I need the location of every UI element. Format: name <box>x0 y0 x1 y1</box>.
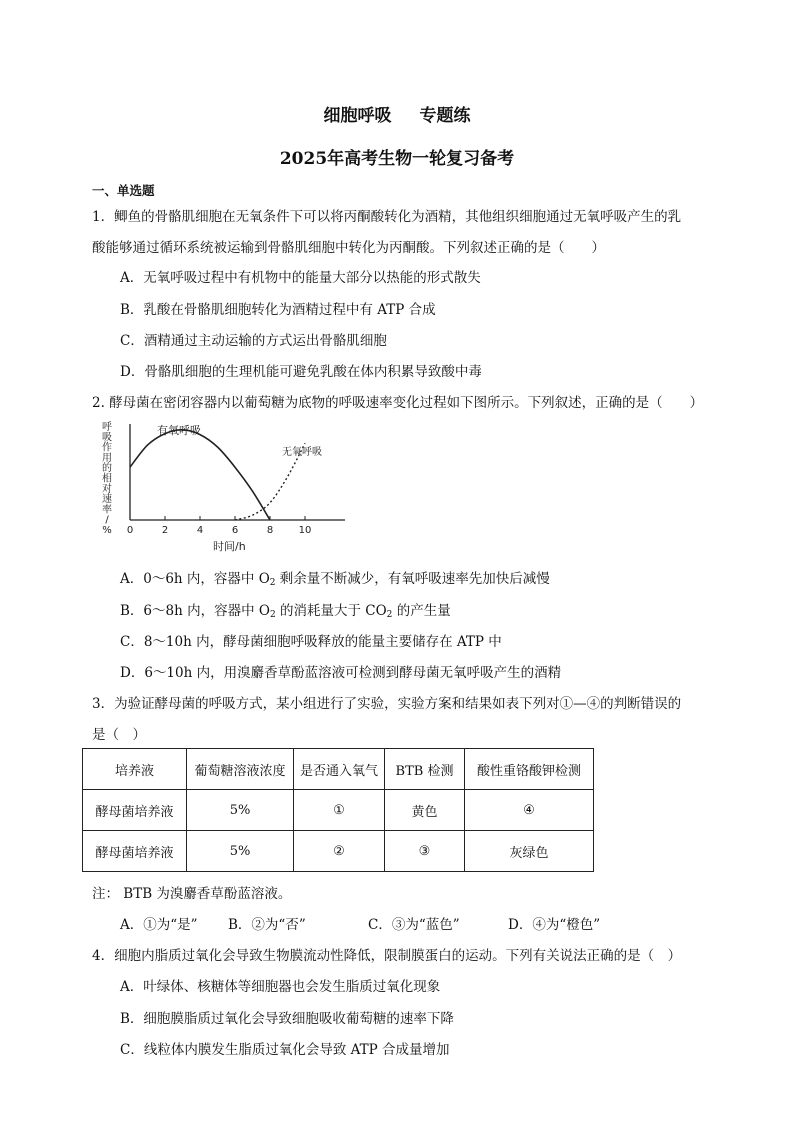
table-cell: ① <box>294 790 385 831</box>
table-cell: 5% <box>187 790 294 831</box>
y-axis-label <box>102 421 112 536</box>
y-axis-label-char: 吸 <box>102 432 112 444</box>
table-row <box>83 790 594 831</box>
x-tick-label: 0 <box>126 525 134 536</box>
table-header-row <box>83 749 594 790</box>
series-label-aerobic: 有氧呼吸 <box>157 424 201 437</box>
section-heading: 一、单选题 <box>92 183 155 198</box>
q3-stem-line2: 是（ ） <box>92 727 146 743</box>
q4-stem: 4．细胞内脂质过氧化会导致生物膜流动性降低，限制膜蛋白的运动。下列有关说法正确的是（ ） <box>92 948 682 964</box>
q2-option-c[interactable]: C．8～10h 内，酵母菌细胞呼吸释放的能量主要储存在 ATP 中 <box>120 634 502 650</box>
x-tick-label: 10 <box>298 525 312 536</box>
q4-option-c[interactable]: C．线粒体内膜发生脂质过氧化会导致 ATP 合成量增加 <box>120 1042 450 1058</box>
y-axis-label-char: % <box>102 525 112 536</box>
table-cell: 5% <box>187 831 294 872</box>
x-axis-label: 时间/h <box>213 540 246 553</box>
q4-option-b[interactable]: B．细胞膜脂质过氧化会导致细胞吸收葡萄糖的速率下降 <box>120 1011 454 1027</box>
y-axis-label-char: 对 <box>102 483 112 495</box>
q1-option-c[interactable]: C．酒精通过主动运输的方式运出骨骼肌细胞 <box>120 333 387 349</box>
y-axis-label-char: 作 <box>102 442 112 454</box>
q2-option-a[interactable]: A．0～6h 内，容器中 $O_2$ 剩余量不断减少，有氧呼吸速率先加快后减慢 <box>120 571 550 588</box>
q3-option-c[interactable]: C．③为“蓝色” <box>368 917 460 933</box>
title-topic: 细胞呼吸 <box>323 106 392 126</box>
page-title <box>0 101 794 126</box>
q3-option-b[interactable]: B．②为“否” <box>228 917 306 933</box>
x-tick-label: 8 <box>266 525 274 536</box>
table-header: 培养液 <box>83 749 187 790</box>
y-axis-label-char: 的 <box>102 463 112 475</box>
table-header: 葡萄糖溶液浓度 <box>187 749 294 790</box>
experiment-table <box>82 748 594 872</box>
table-header: 酸性重铬酸钾检测 <box>465 749 594 790</box>
q1-option-a[interactable]: A．无氧呼吸过程中有机物中的能量大部分以热能的形式散失 <box>120 270 481 286</box>
series-aerobic <box>130 430 270 520</box>
table-cell: 酵母菌培养液 <box>83 790 187 831</box>
y-axis-label-char: 用 <box>102 452 112 464</box>
y-axis-label-char: 率 <box>102 504 112 516</box>
q1-stem-line2: 酸能够通过循环系统被运输到骨骼肌细胞中转化为丙酮酸。下列叙述正确的是（ ） <box>92 240 605 256</box>
table-cell: ③ <box>385 831 465 872</box>
q1-option-b[interactable]: B．乳酸在骨骼肌细胞转化为酒精过程中有 ATP 合成 <box>120 302 436 318</box>
q2-option-b[interactable]: B．6～8h 内，容器中 $O_2$ 的消耗量大于 $CO_2$ 的产生量 <box>120 603 451 620</box>
table-cell: ④ <box>465 790 594 831</box>
table-row <box>83 831 594 872</box>
x-tick-label: 2 <box>161 525 169 536</box>
series-label-anaerobic: 无氧呼吸 <box>282 447 322 458</box>
x-tick-label: 4 <box>196 525 204 536</box>
table-cell: 灰绿色 <box>465 831 594 872</box>
q1-option-d[interactable]: D．骨骼肌细胞的生理机能可避免乳酸在体内积累导致酸中毒 <box>120 364 482 380</box>
table-cell: ② <box>294 831 385 872</box>
q2-option-d[interactable]: D．6～10h 内，用溴麝香草酚蓝溶液可检测到酵母菌无氧呼吸产生的酒精 <box>120 665 562 681</box>
q3-option-a[interactable]: A．①为“是” <box>120 917 198 933</box>
q2-stem: 2. 酵母菌在密闭容器内以葡萄糖为底物的呼吸速率变化过程如下图所示。下列叙述，正确的是（ ） <box>92 395 704 411</box>
table-cell: 酵母菌培养液 <box>83 831 187 872</box>
y-axis-label-char: 速 <box>102 494 112 506</box>
table-header: 是否通入氧气 <box>294 749 385 790</box>
title-type: 专题练 <box>419 106 471 126</box>
x-tick-label: 6 <box>231 525 239 536</box>
table-header: BTB 检测 <box>385 749 465 790</box>
y-axis-label-char: 呼 <box>102 422 112 433</box>
q3-stem-line1: 3．为验证酵母菌的呼吸方式，某小组进行了实验，实验方案和结果如表下列对①—④的判断错误的 <box>92 696 682 712</box>
table-note: 注： BTB 为溴麝香草酚蓝溶液。 <box>92 886 292 902</box>
table-cell: 黄色 <box>385 790 465 831</box>
page-subtitle: 2025年高考生物一轮复习备考 <box>279 149 515 169</box>
q4-option-a[interactable]: A．叶绿体、核糖体等细胞器也会发生脂质过氧化现象 <box>120 979 441 995</box>
q1-stem-line1: 1．鲫鱼的骨骼肌细胞在无氧条件下可以将丙酮酸转化为酒精，其他组织细胞通过无氧呼吸产生的乳 <box>92 209 682 225</box>
y-axis-label-char: / <box>105 514 109 526</box>
respiration-rate-chart <box>95 420 355 555</box>
q3-option-d[interactable]: D．④为“橙色” <box>508 917 601 933</box>
y-axis-label-char: 相 <box>102 473 112 485</box>
